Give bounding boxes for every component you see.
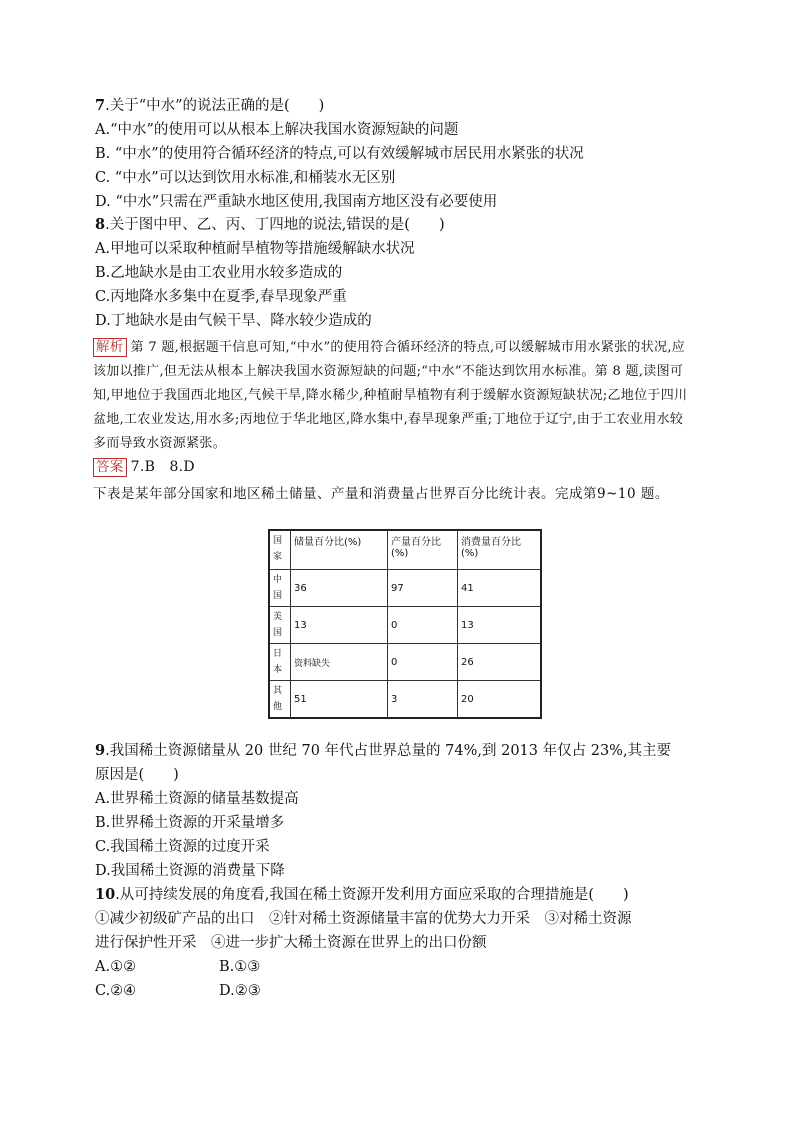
q10-option-a: A.①② xyxy=(95,959,137,975)
answer-block xyxy=(93,455,693,480)
q8-stem: 8.关于图中甲、乙、丙、丁四地的说法,错误的是( ) xyxy=(95,216,445,233)
answer-tag: 答案 xyxy=(93,458,127,477)
q9-stem-line1: 9.我国稀土资源储量从 20 世纪 70 年代占世界总量的 74%,到 2013 年仅占 23%,其主要 xyxy=(95,742,672,759)
table-row xyxy=(269,570,541,607)
analysis-tag: 解析 xyxy=(93,338,127,357)
cell-reserves: 资料缺失 xyxy=(291,644,388,681)
q7-option-d: D. “中水”只需在严重缺水地区使用,我国南方地区没有必要使用 xyxy=(95,194,498,210)
cell-production: 0 xyxy=(388,644,458,681)
cell-country: 日本 xyxy=(269,644,291,681)
cell-country: 美国 xyxy=(269,607,291,644)
cell-production: 97 xyxy=(388,570,458,607)
cell-consumption: 41 xyxy=(458,570,542,607)
table-header-row xyxy=(269,530,541,570)
cell-production: 3 xyxy=(388,681,458,719)
q10-option-c: C.②④ xyxy=(95,983,137,999)
rare-earth-table xyxy=(268,529,542,719)
table-row xyxy=(269,681,541,719)
table-row xyxy=(269,607,541,644)
answer-text: 7.B 8.D xyxy=(130,459,195,475)
header-country: 国家 xyxy=(269,530,291,570)
header-production: 产量百分比(%) xyxy=(388,530,458,570)
cell-country: 中国 xyxy=(269,570,291,607)
q7-option-a: A.“中水”的使用可以从根本上解决我国水资源短缺的问题 xyxy=(95,122,459,138)
cell-reserves: 13 xyxy=(291,607,388,644)
cell-reserves: 36 xyxy=(291,570,388,607)
analysis-text: 第 7 题,根据题干信息可知,“中水”的使用符合循环经济的特点,可以缓解城市用水紧张的状况,应该加以推广,但无法从根本上解决我国水资源短缺的问题;“中水”不能达到饮用水标准。第 8 题,读图可知,甲地位于我国西北地区,气候干旱,降水稀少,种植耐旱植物有利于缓解水资源短缺状况;乙地位于四川盆地,工农业发达,用水多;丙地位于华北地区,降水集中,春旱现象严重;丁地位于辽宁,由于工农业用水较多而导致水资源紧张。 xyxy=(93,340,688,451)
q8-option-a: A.甲地可以采取种植耐旱植物等措施缓解缺水状况 xyxy=(95,241,415,257)
q10-items-line2: 进行保护性开采 ④进一步扩大稀土资源在世界上的出口份额 xyxy=(95,935,487,951)
q8-option-b: B.乙地缺水是由工农业用水较多造成的 xyxy=(95,265,343,281)
q9-option-c: C.我国稀土资源的过度开采 xyxy=(95,839,270,855)
q7-option-c: C. “中水”可以达到饮用水标准,和桶装水无区别 xyxy=(95,170,396,186)
cell-country: 其他 xyxy=(269,681,291,719)
q9-option-d: D.我国稀土资源的消费量下降 xyxy=(95,863,285,879)
q10-option-d: D.②③ xyxy=(219,983,261,999)
q7-stem: 7.关于“中水”的说法正确的是( ) xyxy=(95,97,325,114)
q10-items-line1: ①减少初级矿产品的出口 ②针对稀土资源储量丰富的优势大力开采 ③对稀土资源 xyxy=(95,911,632,927)
cell-consumption: 26 xyxy=(458,644,542,681)
q10-options-row2 xyxy=(95,979,343,1003)
q10-options-row1 xyxy=(95,955,343,979)
cell-consumption: 13 xyxy=(458,607,542,644)
q10-stem: 10.从可持续发展的角度看,我国在稀土资源开发利用方面应采取的合理措施是( ) xyxy=(95,886,629,903)
analysis-block xyxy=(93,336,693,456)
q8-option-c: C.丙地降水多集中在夏季,春旱现象严重 xyxy=(95,289,347,305)
q7-option-b: B. “中水”的使用符合循环经济的特点,可以有效缓解城市居民用水紧张的状况 xyxy=(95,146,584,162)
q9-option-b: B.世界稀土资源的开采量增多 xyxy=(95,815,285,831)
q9-stem-line2: 原因是( ) xyxy=(95,767,179,783)
header-reserves: 储量百分比(%) xyxy=(291,530,388,570)
q10-option-b: B.①③ xyxy=(219,959,261,975)
cell-production: 0 xyxy=(388,607,458,644)
table-intro: 下表是某年部分国家和地区稀土储量、产量和消费量占世界百分比统计表。完成第9~10 题。 xyxy=(93,486,669,502)
q9-option-a: A.世界稀土资源的储量基数提高 xyxy=(95,791,299,807)
header-consumption: 消费量百分比(%) xyxy=(458,530,542,570)
cell-reserves: 51 xyxy=(291,681,388,719)
cell-consumption: 20 xyxy=(458,681,542,719)
table-row xyxy=(269,644,541,681)
q8-option-d: D.丁地缺水是由气候干旱、降水较少造成的 xyxy=(95,313,372,329)
